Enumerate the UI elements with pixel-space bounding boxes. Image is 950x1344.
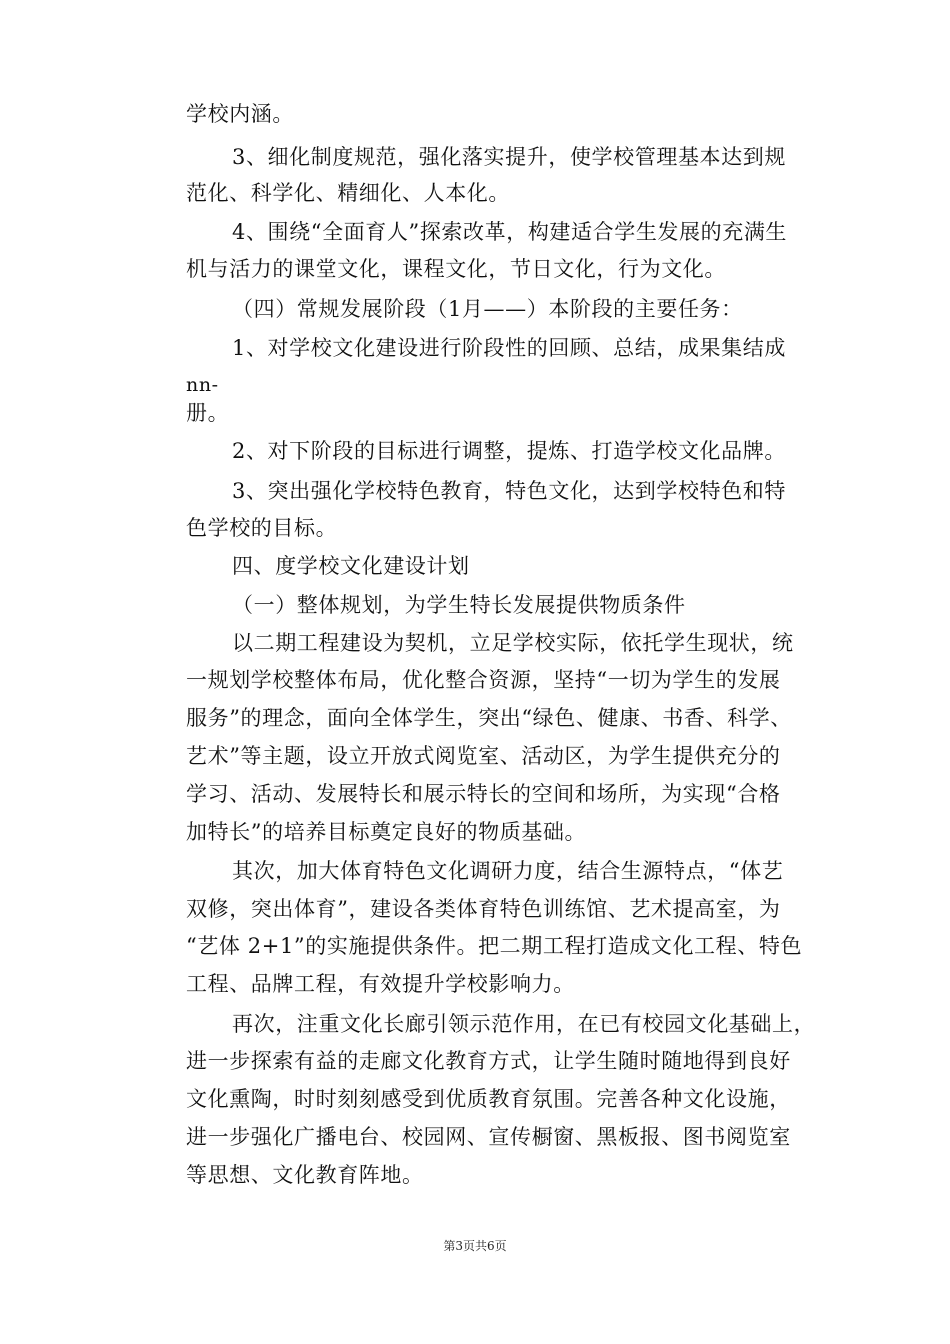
- text-line: 服务”的理念，面向全体学生，突出“绿色、健康、书香、科学、: [186, 706, 792, 730]
- text-line: 学校内涵。: [186, 102, 294, 126]
- text-line: 册。: [186, 401, 230, 425]
- text-line: 色学校的目标。: [186, 516, 338, 540]
- page-number-footer: 第3页共6页: [443, 1239, 507, 1253]
- text-line: 4、围绕“全面育人”探索改革，构建适合学生发展的充满生: [232, 220, 788, 244]
- text-line: 艺术”等主题，设立开放式阅览室、活动区，为学生提供充分的: [186, 744, 781, 768]
- text-line: 3、细化制度规范，强化落实提升，使学校管理基本达到规: [232, 145, 786, 169]
- text-line: 3、突出强化学校特色教育，特色文化，达到学校特色和特: [232, 479, 786, 503]
- text-line: 机与活力的课堂文化，课程文化，节日文化，行为文化。: [186, 257, 726, 281]
- text-line: 工程、品牌工程，有效提升学校影响力。: [186, 972, 575, 996]
- text-line: 再次，注重文化长廊引领示范作用，在已有校园文化基础上，: [232, 1012, 816, 1036]
- text-line: 2、对下阶段的目标进行调整，提炼、打造学校文化品牌。: [232, 439, 786, 463]
- text-line: 其次，加大体育特色文化调研力度，结合生源特点，“体艺: [232, 859, 784, 883]
- section-heading: 四、度学校文化建设计划: [232, 554, 470, 578]
- section-heading: （一）整体规划，为学生特长发展提供物质条件: [232, 593, 686, 617]
- text-line: 1、对学校文化建设进行阶段性的回顾、总结，成果集结成: [232, 336, 786, 360]
- text-line: 一规划学校整体布局，优化整合资源，坚持“一切为学生的发展: [186, 668, 781, 692]
- text-line: 等思想、文化教育阵地。: [186, 1163, 424, 1187]
- text-line: “艺体 2+1”的实施提供条件。把二期工程打造成文化工程、特色: [186, 934, 803, 958]
- text-line: 加特长”的培养目标奠定良好的物质基础。: [186, 820, 587, 844]
- text-line: nn-: [186, 374, 219, 396]
- text-line: 范化、科学化、精细化、人本化。: [186, 181, 510, 205]
- text-line: 双修，突出体育”，建设各类体育特色训练馆、艺术提高室，为: [186, 897, 781, 921]
- text-line: 以二期工程建设为契机，立足学校实际，依托学生现状，统: [232, 631, 794, 655]
- section-heading: （四）常规发展阶段（1月——）本阶段的主要任务：: [232, 297, 743, 321]
- text-line: 学习、活动、发展特长和展示特长的空间和场所，为实现“合格: [186, 782, 781, 806]
- text-line: 进一步强化广播电台、校园网、宣传橱窗、黑板报、图书阅览室: [186, 1125, 791, 1149]
- text-line: 进一步探索有益的走廊文化教育方式，让学生随时随地得到良好: [186, 1049, 791, 1073]
- text-line: 文化熏陶，时时刻刻感受到优质教育氛围。完善各种文化设施，: [186, 1087, 791, 1111]
